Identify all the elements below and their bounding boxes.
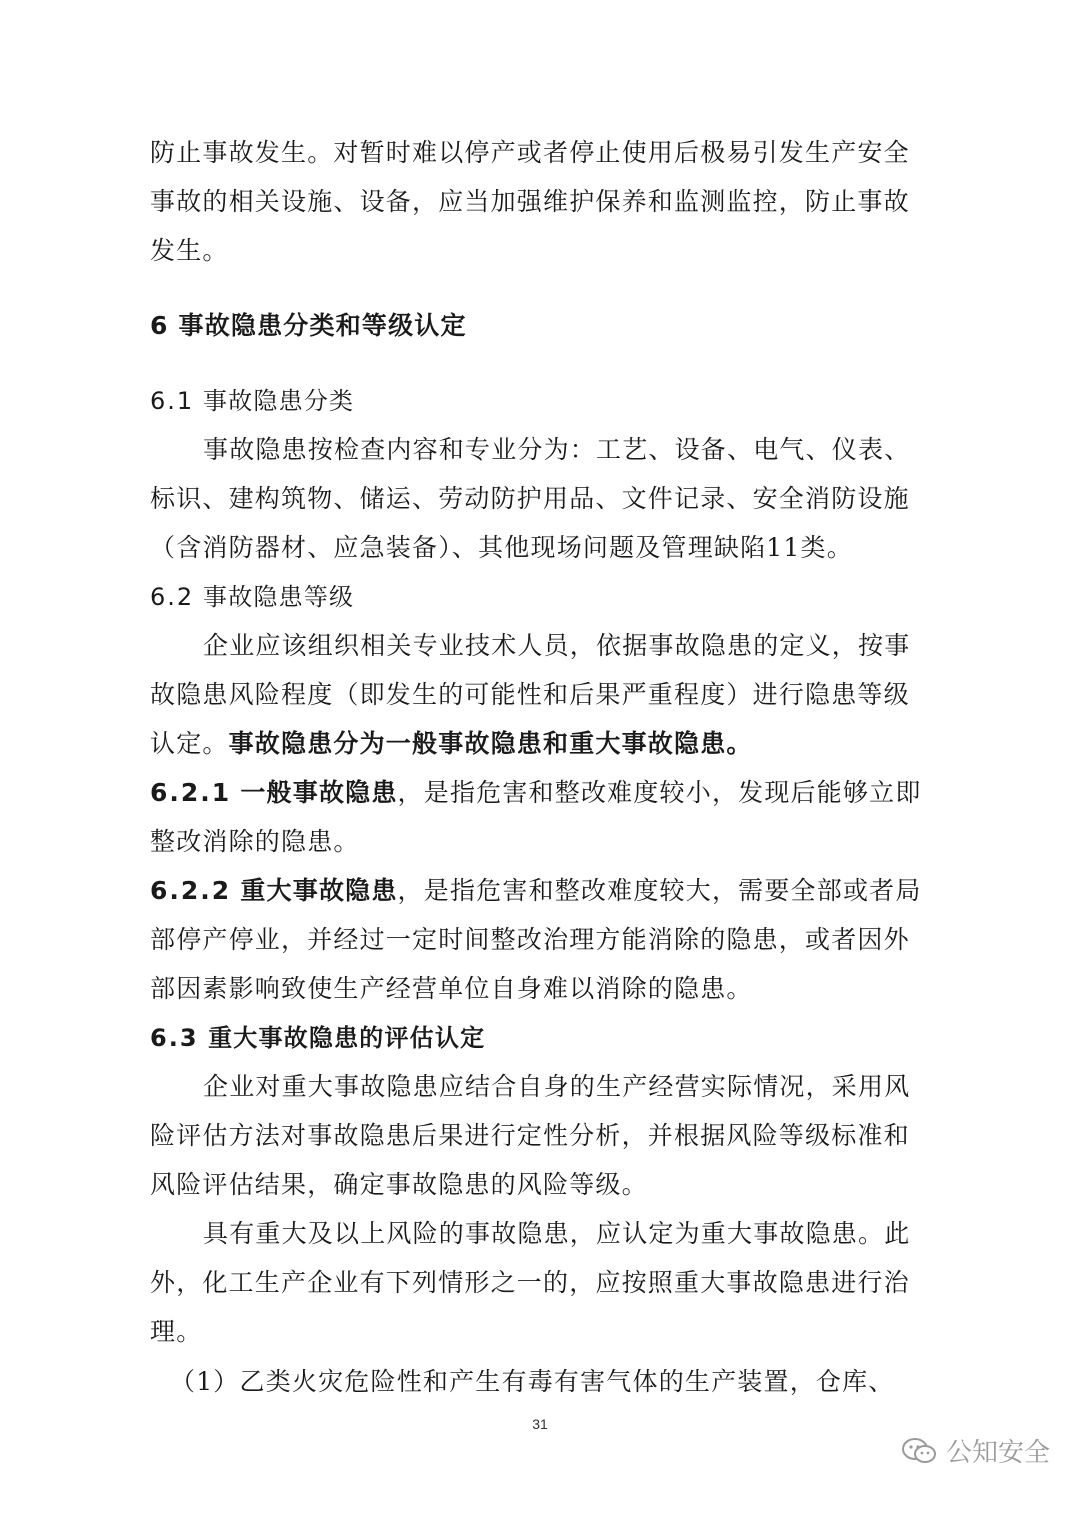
section-title: 重大事故隐患的评估认定 bbox=[208, 1024, 486, 1052]
paragraph-line: 整改消除的隐患。 bbox=[150, 827, 360, 856]
paragraph-line: 企业对重大事故隐患应结合自身的生产经营实际情况，采用风 bbox=[203, 1072, 911, 1101]
paragraph-line: 理。 bbox=[150, 1317, 203, 1346]
paragraph-line: 防止事故发生。对暂时难以停产或者停止使用后极易引发生产安全 bbox=[150, 138, 910, 167]
clause-number: 6.2.1 bbox=[150, 778, 232, 807]
section-number: 6.1 bbox=[150, 387, 195, 415]
section-number: 6.3 bbox=[150, 1024, 199, 1052]
wechat-icon bbox=[900, 1436, 938, 1466]
clause-term: 一般事故隐患 bbox=[240, 778, 398, 807]
section-heading-6: 6 事故隐患分类和等级认定 bbox=[150, 311, 467, 340]
list-item-1: （1）乙类火灾危险性和产生有毒有害气体的生产装置，仓库、 bbox=[170, 1367, 895, 1396]
clause-6-2-1 bbox=[150, 777, 950, 809]
section-heading-6-3 bbox=[150, 1022, 950, 1054]
paragraph-line: 事故隐患按检查内容和专业分为：工艺、设备、电气、仪表、 bbox=[203, 435, 911, 464]
watermark-text: 公知安全 bbox=[945, 1438, 1050, 1468]
section-heading-6-1 bbox=[150, 385, 950, 417]
paragraph-line: 部因素影响致使生产经营单位自身难以消除的隐患。 bbox=[150, 974, 753, 1003]
paragraph-line: 标识、建构筑物、储运、劳动防护用品、文件记录、安全消防设施 bbox=[150, 484, 910, 513]
section-title: 事故隐患分类 bbox=[203, 387, 355, 415]
clause-text: ，是指危害和整改难度较小，发现后能够立即 bbox=[397, 778, 922, 807]
emphasis-text: 事故隐患分为一般事故隐患和重大事故隐患。 bbox=[228, 729, 753, 758]
paragraph-line: 风险评估结果，确定事故隐患的风险等级。 bbox=[150, 1170, 648, 1199]
clause-6-2-2 bbox=[150, 875, 950, 907]
section-number: 6.2 bbox=[150, 583, 195, 611]
clause-term: 重大事故隐患 bbox=[240, 876, 398, 905]
paragraph-line: 事故的相关设施、设备，应当加强维护保养和监测监控，防止事故 bbox=[150, 187, 910, 216]
section-heading-6-2 bbox=[150, 581, 950, 613]
clause-text: ，是指危害和整改难度较大，需要全部或者局 bbox=[397, 876, 922, 905]
page-number: 31 bbox=[532, 1416, 548, 1432]
paragraph-line: 故隐患风险程度（即发生的可能性和后果严重程度）进行隐患等级 bbox=[150, 680, 910, 709]
paragraph-line: 具有重大及以上风险的事故隐患，应认定为重大事故隐患。此 bbox=[203, 1219, 911, 1248]
clause-number: 6.2.2 bbox=[150, 876, 232, 905]
paragraph-line: 险评估方法对事故隐患后果进行定性分析，并根据风险等级标准和 bbox=[150, 1121, 910, 1150]
paragraph-line: 发生。 bbox=[150, 236, 229, 265]
paragraph-line: （含消防器材、应急装备）、其他现场问题及管理缺陷11类。 bbox=[150, 533, 853, 562]
paragraph-text: 认定。 bbox=[150, 729, 229, 758]
watermark bbox=[900, 1432, 1050, 1469]
paragraph-line bbox=[150, 728, 950, 760]
paragraph-line: 部停产停业，并经过一定时间整改治理方能消除的隐患，或者因外 bbox=[150, 925, 910, 954]
section-title: 事故隐患等级 bbox=[203, 583, 355, 611]
paragraph-line: 企业应该组织相关专业技术人员，依据事故隐患的定义，按事 bbox=[203, 631, 911, 660]
paragraph-line: 外，化工生产企业有下列情形之一的，应按照重大事故隐患进行治 bbox=[150, 1268, 910, 1297]
